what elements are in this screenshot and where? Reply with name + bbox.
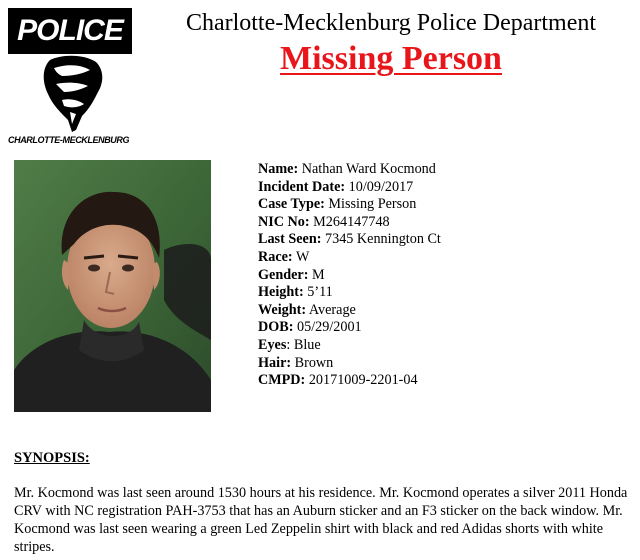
document-title: [150, 40, 632, 78]
detail-label: CMPD:: [258, 372, 306, 389]
detail-value: 20171009-2201-04: [308, 372, 418, 389]
detail-label: Eyes: [258, 336, 287, 353]
detail-nic-no: [258, 214, 628, 232]
detail-gender: [258, 267, 628, 285]
detail-name: [258, 161, 628, 179]
detail-eyes: [258, 337, 628, 355]
detail-value: : Blue: [286, 336, 321, 353]
synopsis-text: Mr. Kocmond was last seen around 1530 hours at his residence. Mr. Kocmond operates a silver 2011 Honda CRV with NC registration PAH-3753 that has an Auburn sticker and an F3 sticker on the back window. Mr. Kocmond was last seen wearing a green Led Zeppelin shirt with black and red Adidas shorts with white stripes.: [14, 485, 628, 555]
detail-last-seen: [258, 231, 628, 249]
detail-value: M: [311, 266, 325, 283]
detail-cmpd: [258, 372, 628, 390]
detail-value: Nathan Ward Kocmond: [301, 161, 436, 177]
detail-value: Average: [308, 301, 356, 318]
subject-photo: [14, 160, 211, 412]
detail-label: Last Seen:: [258, 231, 322, 248]
logo-caption: CHARLOTTE-MECKLENBURG: [8, 135, 130, 145]
detail-value: Missing Person: [328, 196, 417, 213]
detail-incident-date: [258, 179, 628, 197]
department-name: Charlotte-Mecklenburg Police Department: [185, 10, 597, 36]
person-details: [258, 161, 628, 390]
detail-label: Race:: [258, 248, 293, 265]
detail-value: 5’11: [307, 284, 333, 301]
detail-value: M264147748: [313, 213, 390, 230]
detail-label: NIC No:: [258, 213, 310, 230]
detail-height: [258, 284, 628, 302]
hornet-head-icon: [32, 54, 112, 134]
detail-case-type: [258, 196, 628, 214]
detail-label: Height:: [258, 284, 304, 301]
detail-value: W: [295, 248, 310, 265]
detail-label: Incident Date:: [258, 178, 346, 195]
detail-label: Case Type:: [258, 196, 325, 213]
detail-weight: [258, 302, 628, 320]
detail-value: 05/29/2001: [297, 319, 362, 336]
detail-label: Weight:: [258, 301, 307, 318]
detail-hair: [258, 355, 628, 373]
detail-label: Name:: [258, 161, 299, 177]
logo-banner: POLICE: [8, 8, 132, 54]
document-title-text: Missing Person: [280, 40, 502, 77]
detail-value: Brown: [294, 354, 334, 371]
detail-label: DOB:: [258, 319, 294, 336]
detail-label: Hair:: [258, 354, 292, 371]
detail-value: 10/09/2017: [348, 178, 414, 195]
detail-dob: [258, 319, 628, 337]
synopsis-heading: SYNOPSIS:: [14, 450, 90, 466]
detail-race: [258, 249, 628, 267]
subject-photo-illustration: [14, 160, 211, 412]
detail-label: Gender:: [258, 266, 309, 283]
police-logo: [8, 8, 136, 148]
detail-value: 7345 Kennington Ct: [325, 231, 441, 248]
